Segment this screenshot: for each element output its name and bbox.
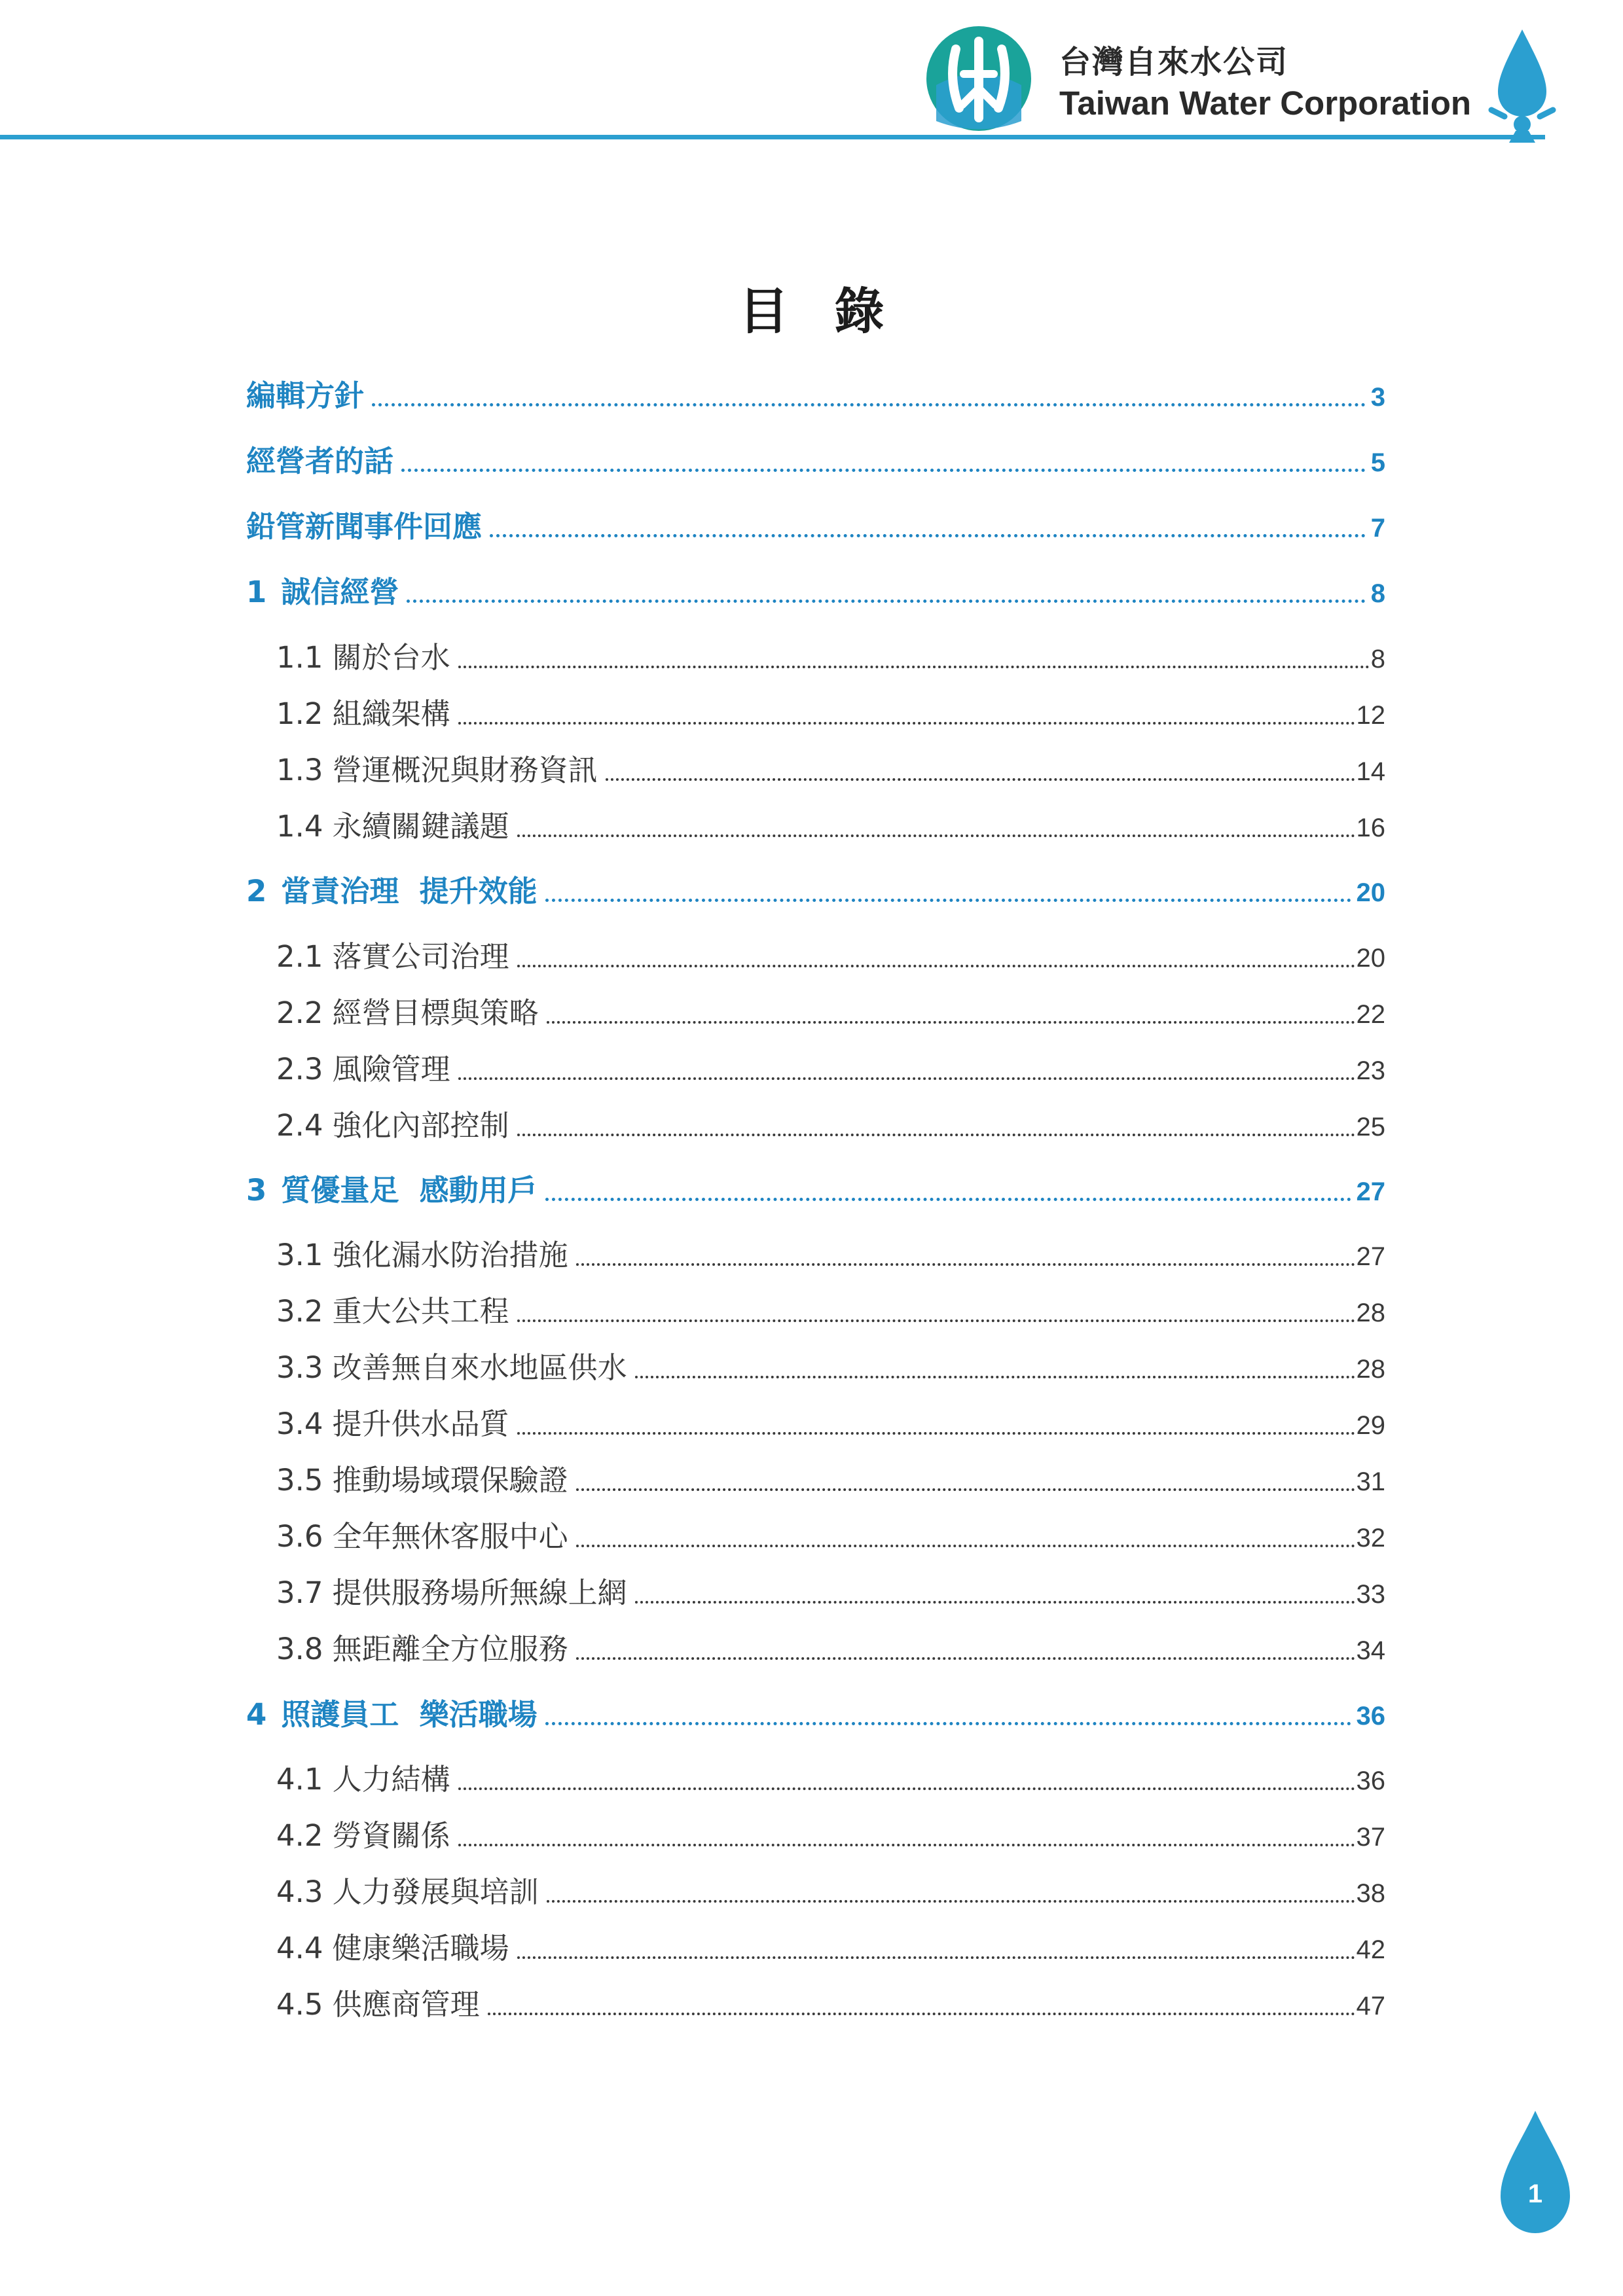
toc-subsection-entry[interactable] bbox=[246, 1755, 1385, 1798]
toc-entry-page: 37 bbox=[1356, 1823, 1385, 1852]
toc-entry-label: 提升供水品質 bbox=[332, 1407, 509, 1441]
toc-entry-label: 永續關鍵議題 bbox=[332, 809, 509, 844]
toc-entry-number: 3.4 bbox=[276, 1407, 323, 1441]
toc-entry-label: 健康樂活職場 bbox=[332, 1931, 509, 1965]
toc-section-entry[interactable] bbox=[246, 867, 1385, 910]
toc-subsection-entry[interactable] bbox=[246, 1868, 1385, 1910]
toc-entry-page: 29 bbox=[1356, 1411, 1385, 1440]
toc-dot-leader bbox=[576, 1657, 1355, 1660]
toc-entry-number: 2.2 bbox=[276, 996, 323, 1030]
toc-subsection-entry[interactable] bbox=[246, 1231, 1385, 1274]
toc-dot-leader bbox=[401, 469, 1366, 472]
toc-dot-leader bbox=[545, 899, 1351, 902]
toc-entry-label: 重大公共工程 bbox=[332, 1294, 509, 1329]
toc-dot-leader bbox=[635, 1376, 1355, 1378]
toc-entry-page: 16 bbox=[1356, 814, 1385, 842]
toc-subsection-entry[interactable] bbox=[246, 1625, 1385, 1668]
toc-dot-leader bbox=[458, 666, 1370, 668]
page-title: 目錄 bbox=[739, 282, 930, 340]
toc-entry-label: 落實公司治理 bbox=[332, 939, 509, 974]
taiwan-water-logo-icon bbox=[923, 23, 1034, 134]
toc-entry-page: 33 bbox=[1356, 1580, 1385, 1609]
toc-entry-number: 3.7 bbox=[276, 1575, 323, 1610]
toc-subsection-entry[interactable] bbox=[246, 1102, 1385, 1144]
toc-entry-page: 28 bbox=[1356, 1355, 1385, 1384]
toc-subsection-entry[interactable] bbox=[246, 933, 1385, 975]
toc-entry-page: 8 bbox=[1370, 645, 1385, 673]
toc-entry-label: 人力發展與培訓 bbox=[332, 1874, 539, 1909]
toc-entry-page: 38 bbox=[1356, 1879, 1385, 1908]
toc-entry-page: 7 bbox=[1370, 514, 1385, 543]
toc-dot-leader bbox=[458, 722, 1355, 725]
toc-dot-leader bbox=[547, 1021, 1355, 1024]
toc-entry-label: 經營者的話 bbox=[246, 444, 394, 478]
toc-entry-number: 4.2 bbox=[276, 1818, 323, 1853]
toc-entry-label: 當責治理 提升效能 bbox=[281, 874, 538, 908]
toc-entry-label: 經營目標與策略 bbox=[332, 996, 539, 1030]
toc-subsection-entry[interactable] bbox=[246, 690, 1385, 732]
toc-entry-page: 14 bbox=[1356, 757, 1385, 786]
toc-entry-page: 27 bbox=[1356, 1177, 1385, 1206]
toc-entry-number: 3.2 bbox=[276, 1294, 323, 1329]
toc-section-entry[interactable] bbox=[246, 503, 1385, 545]
toc-dot-leader bbox=[606, 778, 1355, 781]
toc-entry-label: 推動場域環保驗證 bbox=[332, 1463, 568, 1498]
toc-entry-number: 2 bbox=[246, 874, 267, 908]
toc-entry-label: 誠信經營 bbox=[281, 575, 399, 609]
toc-entry-label: 編輯方針 bbox=[246, 378, 365, 413]
toc-entry-page: 36 bbox=[1356, 1767, 1385, 1795]
toc-entry-number: 1.1 bbox=[276, 640, 323, 675]
toc-dot-leader bbox=[458, 1787, 1355, 1790]
toc-dot-leader bbox=[545, 1198, 1351, 1201]
toc-entry-label: 關於台水 bbox=[332, 640, 450, 675]
toc-entry-label: 照護員工 樂活職場 bbox=[281, 1697, 538, 1732]
toc-entry-page: 34 bbox=[1356, 1636, 1385, 1665]
toc-entry-number: 3 bbox=[246, 1173, 267, 1208]
toc-entry-label: 供應商管理 bbox=[332, 1987, 480, 2022]
toc-entry-page: 36 bbox=[1356, 1702, 1385, 1731]
toc-entry-number: 1.4 bbox=[276, 809, 323, 844]
toc-entry-page: 5 bbox=[1370, 448, 1385, 477]
toc-entry-page: 22 bbox=[1356, 1000, 1385, 1029]
header-rule bbox=[0, 135, 1545, 139]
page-number: 1 bbox=[1527, 2179, 1543, 2208]
toc-entry-number: 4.3 bbox=[276, 1874, 323, 1909]
toc-dot-leader bbox=[635, 1601, 1355, 1604]
toc-entry-label: 強化漏水防治措施 bbox=[332, 1238, 568, 1272]
toc-subsection-entry[interactable] bbox=[246, 634, 1385, 676]
toc-entry-number: 4.1 bbox=[276, 1762, 323, 1797]
toc-entry-label: 質優量足 感動用戶 bbox=[281, 1173, 538, 1208]
toc-entry-page: 27 bbox=[1356, 1242, 1385, 1271]
toc-subsection-entry[interactable] bbox=[246, 1924, 1385, 1967]
toc-entry-page: 3 bbox=[1370, 383, 1385, 412]
toc-subsection-entry[interactable] bbox=[246, 1812, 1385, 1854]
toc-section-entry[interactable] bbox=[246, 568, 1385, 611]
toc-entry-number: 4.4 bbox=[276, 1931, 323, 1965]
toc-subsection-entry[interactable] bbox=[246, 1045, 1385, 1088]
toc-entry-number: 4.5 bbox=[276, 1987, 323, 2022]
toc-subsection-entry[interactable] bbox=[246, 1287, 1385, 1330]
toc-entry-label: 全年無休客服中心 bbox=[332, 1519, 568, 1554]
toc-entry-label: 改善無自來水地區供水 bbox=[332, 1350, 627, 1385]
toc-entry-page: 20 bbox=[1356, 944, 1385, 973]
toc-entry-label: 風險管理 bbox=[332, 1052, 450, 1086]
toc-dot-leader bbox=[517, 1432, 1355, 1435]
org-name-zh: 台灣自來水公司 bbox=[1059, 44, 1289, 81]
toc-entry-page: 20 bbox=[1356, 878, 1385, 907]
toc-dot-leader bbox=[407, 600, 1365, 603]
toc-entry-label: 無距離全方位服務 bbox=[332, 1632, 568, 1666]
toc-subsection-entry[interactable] bbox=[246, 802, 1385, 845]
toc-entry-number: 3.3 bbox=[276, 1350, 323, 1385]
water-drop-icon bbox=[1493, 2108, 1578, 2238]
toc-subsection-entry[interactable] bbox=[246, 746, 1385, 789]
toc-dot-leader bbox=[488, 2013, 1355, 2015]
toc-section-entry[interactable] bbox=[246, 437, 1385, 480]
toc-entry-number: 1 bbox=[246, 575, 267, 609]
toc-subsection-entry[interactable] bbox=[246, 1569, 1385, 1611]
toc-entry-number: 2.1 bbox=[276, 939, 323, 974]
toc-dot-leader bbox=[576, 1488, 1355, 1491]
toc-subsection-entry[interactable] bbox=[246, 1344, 1385, 1386]
toc-section-entry[interactable] bbox=[246, 1691, 1385, 1733]
toc-section-entry[interactable] bbox=[246, 372, 1385, 414]
toc-entry-page: 23 bbox=[1356, 1056, 1385, 1085]
toc-subsection-entry[interactable] bbox=[246, 1981, 1385, 2023]
toc-entry-label: 鉛管新聞事件回應 bbox=[246, 509, 483, 544]
toc-dot-leader bbox=[517, 1956, 1355, 1959]
toc-entry-number: 3.5 bbox=[276, 1463, 323, 1498]
toc-entry-page: 25 bbox=[1356, 1113, 1385, 1141]
toc-dot-leader bbox=[458, 1844, 1355, 1846]
toc-dot-leader bbox=[490, 534, 1366, 537]
toc-entry-page: 12 bbox=[1356, 701, 1385, 730]
toc-subsection-entry[interactable] bbox=[246, 989, 1385, 1031]
toc-subsection-entry[interactable] bbox=[246, 1513, 1385, 1555]
toc-entry-number: 1.2 bbox=[276, 696, 323, 731]
toc-entry-label: 強化內部控制 bbox=[332, 1108, 509, 1143]
toc-dot-leader bbox=[517, 834, 1355, 837]
toc-subsection-entry[interactable] bbox=[246, 1456, 1385, 1499]
water-drop-mascot-icon bbox=[1486, 26, 1558, 144]
toc-dot-leader bbox=[372, 403, 1366, 406]
toc-entry-label: 組織架構 bbox=[332, 696, 450, 731]
toc-dot-leader bbox=[458, 1077, 1355, 1080]
toc-dot-leader bbox=[517, 1134, 1355, 1136]
toc-entry-number: 3.6 bbox=[276, 1519, 323, 1554]
toc-subsection-entry[interactable] bbox=[246, 1400, 1385, 1443]
toc-entry-number: 4 bbox=[246, 1697, 267, 1732]
toc-dot-leader bbox=[517, 965, 1355, 967]
toc-entry-number: 3.1 bbox=[276, 1238, 323, 1272]
toc-entry-page: 42 bbox=[1356, 1935, 1385, 1964]
toc-section-entry[interactable] bbox=[246, 1166, 1385, 1209]
toc-dot-leader bbox=[547, 1900, 1355, 1903]
toc-entry-number: 2.4 bbox=[276, 1108, 323, 1143]
toc-entry-page: 28 bbox=[1356, 1299, 1385, 1327]
toc-dot-leader bbox=[545, 1722, 1351, 1725]
toc-entry-number: 3.8 bbox=[276, 1632, 323, 1666]
toc-entry-label: 營運概況與財務資訊 bbox=[332, 753, 598, 787]
toc-entry-page: 8 bbox=[1370, 579, 1385, 608]
toc-entry-page: 47 bbox=[1356, 1992, 1385, 2020]
toc-entry-label: 人力結構 bbox=[332, 1762, 450, 1797]
org-name-en: Taiwan Water Corporation bbox=[1059, 84, 1472, 122]
toc-entry-label: 提供服務場所無線上網 bbox=[332, 1575, 627, 1610]
toc-entry-number: 1.3 bbox=[276, 753, 323, 787]
toc-dot-leader bbox=[517, 1319, 1355, 1322]
toc-entry-number: 2.3 bbox=[276, 1052, 323, 1086]
toc-entry-page: 31 bbox=[1356, 1467, 1385, 1496]
toc-entry-label: 勞資關係 bbox=[332, 1818, 450, 1853]
toc-entry-page: 32 bbox=[1356, 1524, 1385, 1552]
toc-dot-leader bbox=[576, 1263, 1355, 1266]
toc-dot-leader bbox=[576, 1545, 1355, 1547]
